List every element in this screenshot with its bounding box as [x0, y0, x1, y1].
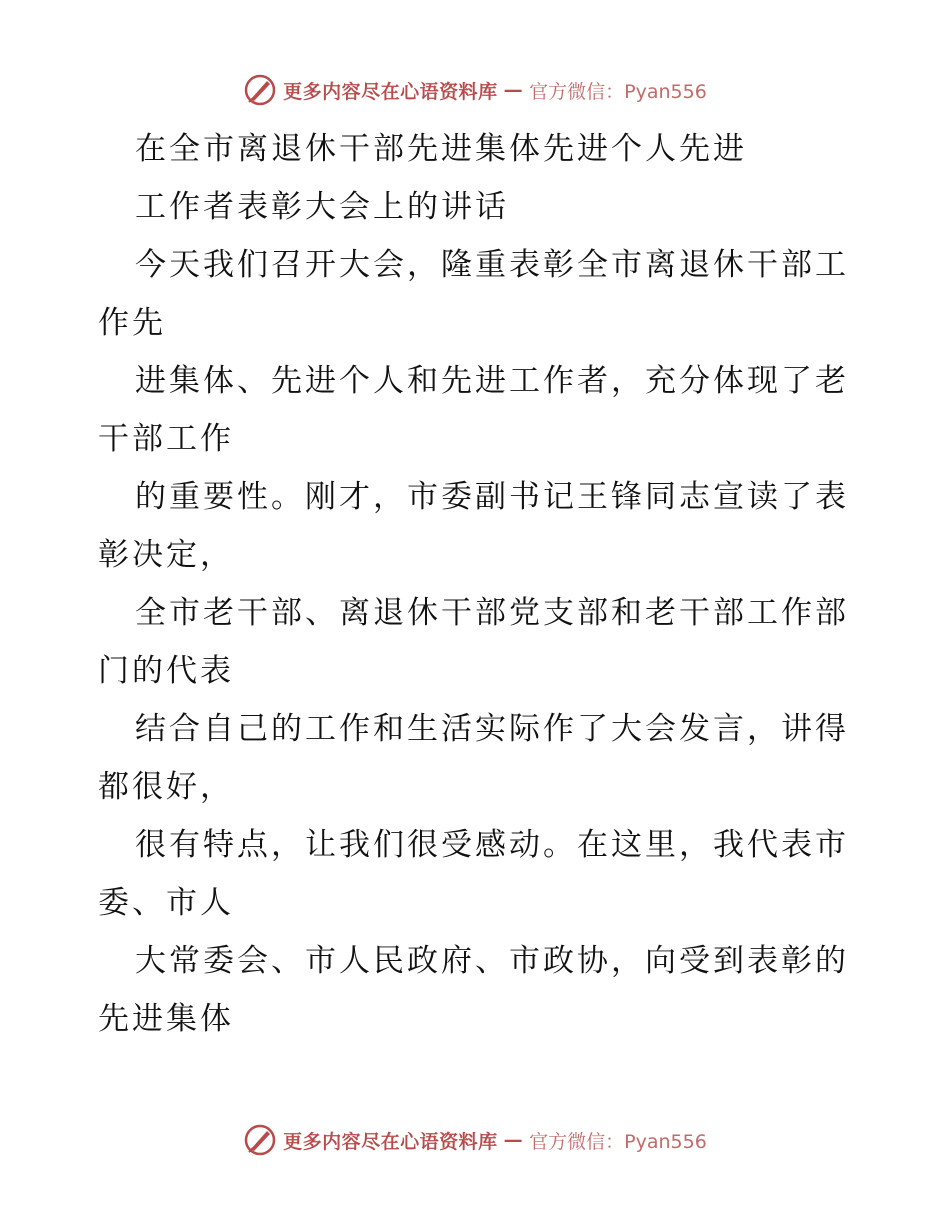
paragraph-line: 大常委会、市人民政府、市政协，向受到表彰的	[135, 943, 849, 979]
header-watermark-banner	[0, 70, 950, 110]
quill-pen-logo-icon	[243, 1123, 277, 1157]
paragraph-line: 今天我们召开大会，隆重表彰全市离退休干部工	[135, 247, 849, 283]
paragraph-line-wrap: 干部工作	[98, 421, 234, 457]
watermark-dash: —	[503, 79, 524, 101]
watermark-dash: —	[503, 1129, 524, 1151]
paragraph-line-wrap: 先进集体	[98, 1001, 234, 1037]
paragraph-line: 全市老干部、离退休干部党支部和老干部工作部	[135, 595, 849, 631]
paragraph-line: 进集体、先进个人和先进工作者，充分体现了老	[135, 363, 849, 399]
paragraph-line: 很有特点，让我们很受感动。在这里，我代表市	[135, 827, 849, 863]
footer-watermark-banner	[0, 1120, 950, 1160]
document-body	[98, 120, 858, 1048]
watermark-contact: 官方微信：Pyan556	[529, 1130, 707, 1153]
paragraph-line-wrap: 都很好，	[98, 769, 234, 805]
paragraph-line: 的重要性。刚才，市委副书记王锋同志宣读了表	[135, 479, 849, 515]
quill-pen-logo-icon	[243, 73, 277, 107]
title-line-1: 在全市离退休干部先进集体先进个人先进	[135, 131, 747, 167]
title-line-2: 工作者表彰大会上的讲话	[135, 189, 509, 225]
watermark-text: 更多内容尽在心语资料库	[283, 1130, 498, 1153]
watermark-contact: 官方微信：Pyan556	[529, 80, 707, 103]
paragraph-line-wrap: 门的代表	[98, 653, 234, 689]
paragraph-line-wrap: 委、市人	[98, 885, 234, 921]
watermark-text: 更多内容尽在心语资料库	[283, 80, 498, 103]
paragraph-line-wrap: 作先	[98, 305, 166, 341]
paragraph-line-wrap: 彰决定，	[98, 537, 234, 573]
paragraph-line: 结合自己的工作和生活实际作了大会发言，讲得	[135, 711, 849, 747]
